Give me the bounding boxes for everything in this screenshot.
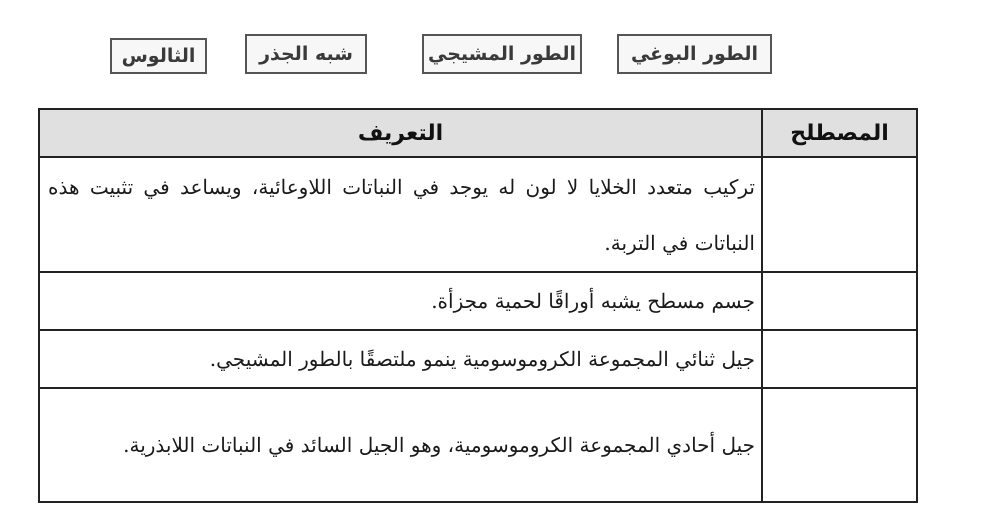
table-row <box>39 157 917 272</box>
table-header-row <box>39 109 917 157</box>
terms-table <box>38 108 918 503</box>
term-answer-cell[interactable] <box>762 272 917 330</box>
table-row <box>39 388 917 502</box>
term-answer-cell[interactable] <box>762 330 917 388</box>
term-answer-cell[interactable] <box>762 388 917 502</box>
definition-cell: تركيب متعدد الخلايا لا لون له يوجد في النباتات اللاوعائية، ويساعد في تثبيت هذه النباتات في التربة. <box>39 157 762 272</box>
word-bank-term[interactable]: الطور المشيجي <box>422 34 582 74</box>
definition-cell: جيل ثنائي المجموعة الكروموسومية ينمو ملتصقًا بالطور المشيجي. <box>39 330 762 388</box>
term-column-header: المصطلح <box>762 109 917 157</box>
word-bank-term[interactable]: الطور البوغي <box>617 34 772 74</box>
table-row <box>39 330 917 388</box>
term-answer-cell[interactable] <box>762 157 917 272</box>
word-bank-term[interactable]: شبه الجذر <box>245 34 367 74</box>
word-bank <box>110 34 772 78</box>
table-row <box>39 272 917 330</box>
word-bank-term[interactable]: الثالوس <box>110 38 207 74</box>
definition-cell: جيل أحادي المجموعة الكروموسومية، وهو الجيل السائد في النباتات اللابذرية. <box>39 388 762 502</box>
definition-column-header: التعريف <box>39 109 762 157</box>
definition-cell: جسم مسطح يشبه أوراقًا لحمية مجزأة. <box>39 272 762 330</box>
